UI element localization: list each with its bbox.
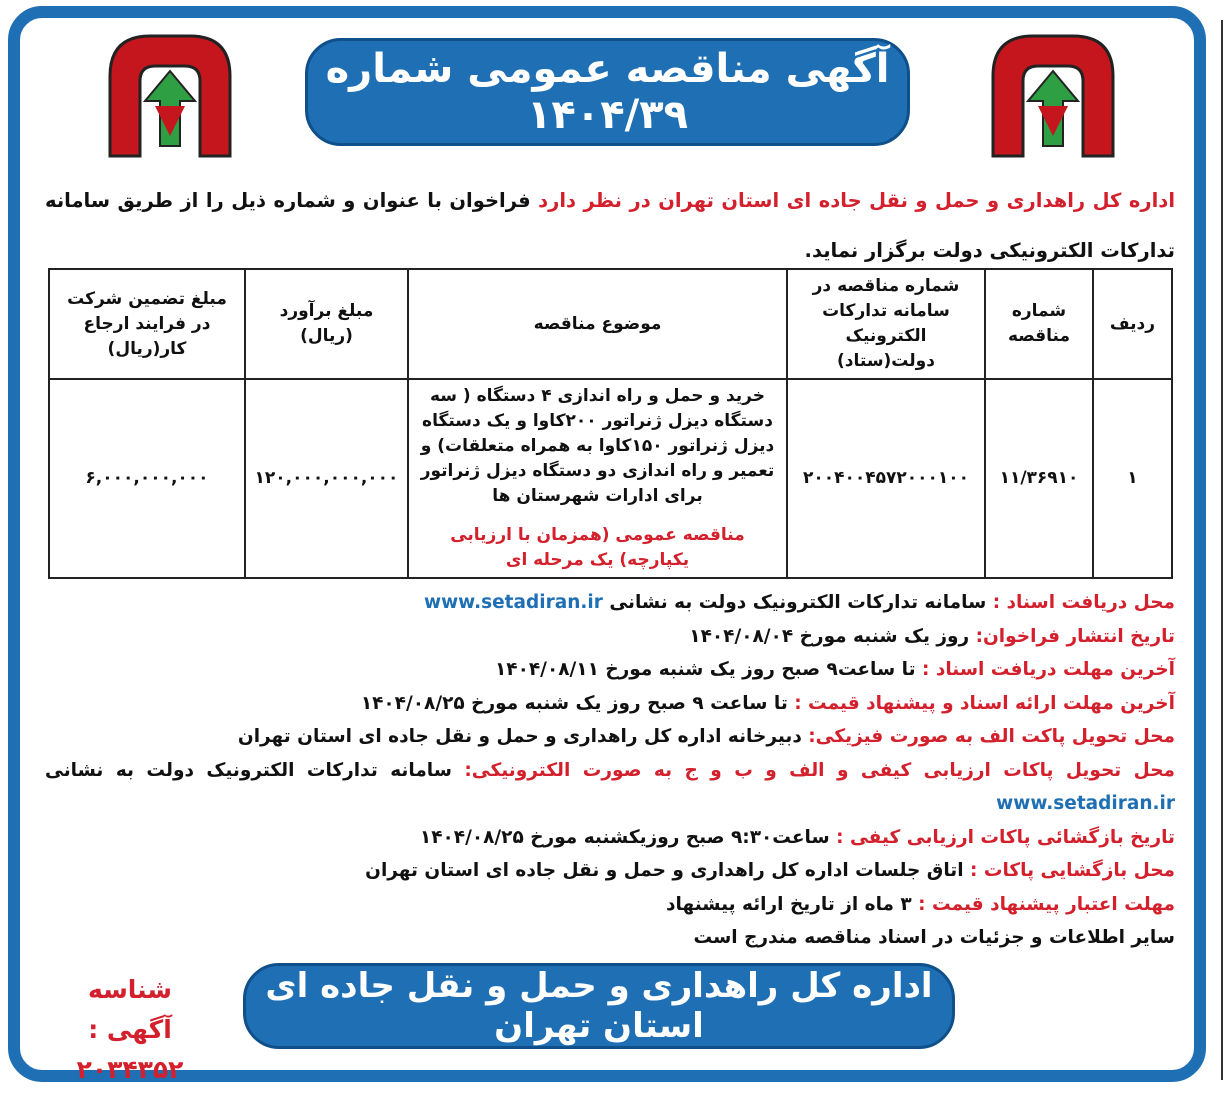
ad-id — [55, 970, 205, 1090]
detail-label: تاریخ بازگشائی پاکات ارزیابی کیفی : — [836, 826, 1175, 848]
detail-value: سامانه تدارکات الکترونیک دولت به نشانی — [45, 759, 452, 781]
table-row — [49, 379, 1172, 578]
detail-label: آخرین مهلت دریافت اسناد : — [921, 659, 1175, 680]
rmto-logo-icon — [100, 26, 240, 166]
url-line — [45, 787, 1175, 821]
detail-line — [45, 921, 1175, 955]
header-guarantee: مبلغ تضمین شرکت در فرایند ارجاع کار(ریال) — [49, 269, 245, 379]
cell-subject — [408, 379, 787, 578]
subject-note: مناقصه عمومی (همزمان با ارزیابی یکپارچه) یک مرحله ای — [450, 525, 745, 570]
intro-paragraph — [45, 176, 1175, 276]
detail-line — [45, 720, 1175, 754]
detail-label: محل تحویل پاکت الف به صورت فیزیکی: — [808, 726, 1175, 747]
detail-line — [45, 754, 1175, 788]
detail-line — [45, 888, 1175, 922]
footer-org-text: اداره کل راهداری و حمل و نقل جاده ای استان تهران — [265, 966, 933, 1046]
title-text: آگهی مناقصه عمومی شماره ۱۴۰۴/۳۹ — [325, 46, 890, 138]
detail-line — [45, 620, 1175, 654]
rmto-logo-icon — [983, 26, 1123, 166]
ad-id-value: ۲۰۳۴۳۵۲ — [76, 1055, 184, 1084]
header-row-no: ردیف — [1093, 269, 1172, 379]
detail-line — [45, 687, 1175, 721]
detail-value: دبیرخانه اداره کل راهداری و حمل و نقل جاده ای استان تهران — [237, 726, 802, 747]
intro-org: اداره کل راهداری و حمل و نقل جاده ای استان تهران در نظر دارد — [538, 189, 1175, 212]
subject-text: خرید و حمل و راه اندازی ۴ دستگاه ( سه دستگاه دیزل ژنراتور ۲۰۰کاوا و یک دستگاه دیزل ژنراتور ۱۵۰کاوا به همراه متعلقات) و تعمیر و راه اندازی دو دستگاه دیزل ژنراتور برای ادارات شهرستان ها — [420, 386, 775, 506]
intro-text: فراخوان با عنوان و شماره ذیل را از طریق سامانه تدارکات الکترونیکی دولت برگزار نماید. — [45, 189, 1175, 262]
ad-id-label: شناسه آگهی : — [88, 975, 172, 1044]
details-list — [45, 586, 1175, 955]
detail-value: روز یک شنبه مورخ ۱۴۰۴/۰۸/۰۴ — [689, 625, 970, 647]
detail-label: تاریخ انتشار فراخوان: — [975, 625, 1175, 647]
cell-tender-no: ۱۱/۳۶۹۱۰ — [985, 379, 1093, 578]
edge-line — [1221, 20, 1223, 1080]
footer-org — [243, 963, 955, 1049]
detail-label: محل دریافت اسناد : — [992, 592, 1175, 613]
tender-table — [48, 268, 1173, 579]
cell-guarantee: ۶,۰۰۰,۰۰۰,۰۰۰ — [49, 379, 245, 578]
detail-value: ساعت۹:۳۰ صبح روزیکشنبه مورخ ۱۴۰۴/۰۸/۲۵ — [419, 826, 830, 848]
cell-estimate: ۱۲۰,۰۰۰,۰۰۰,۰۰۰ — [245, 379, 408, 578]
detail-line — [45, 854, 1175, 888]
setad-link[interactable]: www.setadiran.ir — [424, 592, 603, 613]
detail-value: تا ساعت۹ صبح روز یک شنبه مورخ ۱۴۰۴/۰۸/۱۱ — [495, 659, 916, 680]
detail-label: مهلت اعتبار پیشنهاد قیمت : — [918, 893, 1175, 915]
header-setad-no: شماره مناقصه در سامانه تدارکات الکترونیک دولت(ستاد) — [787, 269, 985, 379]
detail-value: ۳ ماه از تاریخ ارائه پیشنهاد — [666, 893, 912, 915]
detail-label: محل بازگشایی پاکات : — [970, 860, 1175, 881]
table-header — [49, 269, 1172, 379]
setad-link[interactable]: www.setadiran.ir — [996, 793, 1175, 814]
detail-value: تا ساعت ۹ صبح روز یک شنبه مورخ ۱۴۰۴/۰۸/۲۵ — [360, 692, 788, 714]
detail-label: محل تحویل پاکات ارزیابی کیفی و الف و ب و ج به صورت الکترونیکی: — [464, 759, 1175, 781]
page-title — [305, 38, 910, 146]
cell-setad-no: ۲۰۰۴۰۰۴۵۷۲۰۰۰۱۰۰ — [787, 379, 985, 578]
header-estimate: مبلغ برآورد (ریال) — [245, 269, 408, 379]
header-tender-no: شماره مناقصه — [985, 269, 1093, 379]
header-subject: موضوع مناقصه — [408, 269, 787, 379]
detail-value: سایر اطلاعات و جزئیات در اسناد مناقصه مندرج است — [693, 927, 1175, 948]
detail-value: اتاق جلسات اداره کل راهداری و حمل و نقل جاده ای استان تهران — [365, 860, 964, 881]
detail-value: سامانه تدارکات الکترونیک دولت به نشانی — [609, 592, 987, 613]
detail-line — [45, 586, 1175, 620]
detail-line — [45, 821, 1175, 855]
detail-line — [45, 653, 1175, 687]
detail-label: آخرین مهلت ارائه اسناد و پیشنهاد قیمت : — [794, 692, 1175, 714]
cell-row-no: ۱ — [1093, 379, 1172, 578]
